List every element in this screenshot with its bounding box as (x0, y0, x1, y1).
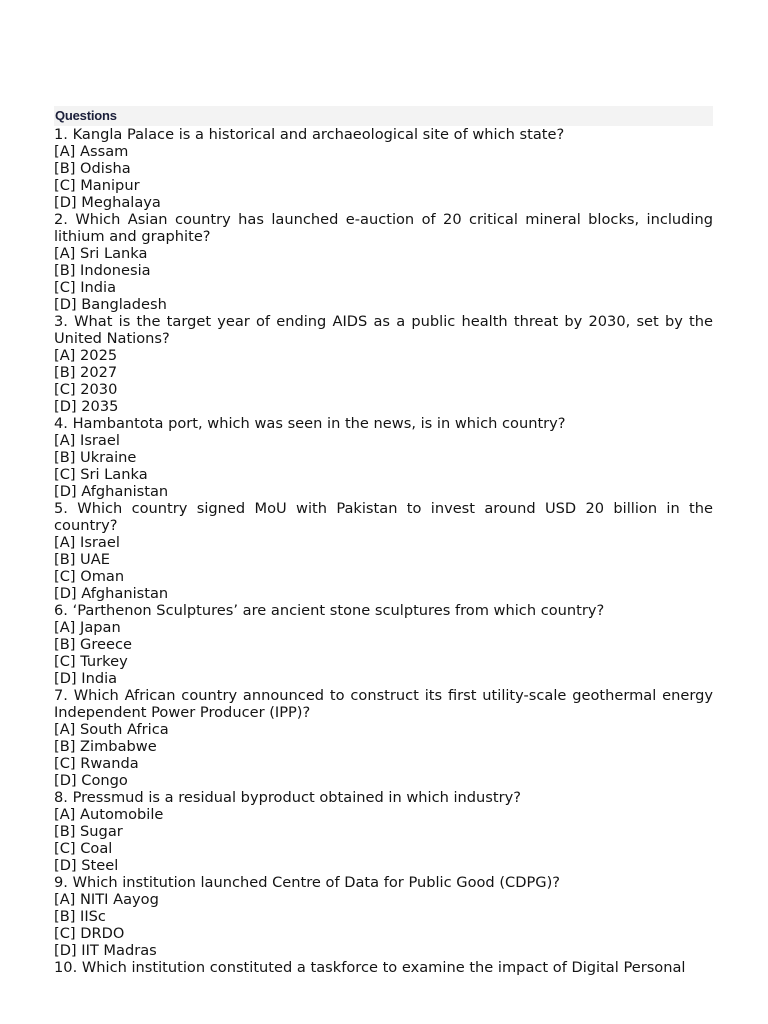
question-block (54, 874, 713, 959)
answer-option: [B] Zimbabwe (54, 738, 157, 755)
answer-option: [C] India (54, 279, 117, 296)
question-text: 8. Pressmud is a residual byproduct obtained in which industry? (54, 789, 522, 806)
answer-option: [A] Israel (54, 432, 120, 449)
answer-option: [D] Afghanistan (54, 585, 169, 602)
answer-option: [D] Afghanistan (54, 483, 169, 500)
question-text: 1. Kangla Palace is a historical and archaeological site of which state? (54, 126, 565, 143)
question-text: 7. Which African country announced to construct its first utility-scale geothermal energy Independent Power Producer (IPP)? (54, 687, 713, 721)
answer-option: [C] 2030 (54, 381, 118, 398)
answer-option: [B] UAE (54, 551, 110, 568)
answer-option: [B] IISc (54, 908, 106, 925)
question-text: 6. ‘Parthenon Sculptures’ are ancient stone sculptures from which country? (54, 602, 605, 619)
answer-option: [A] Automobile (54, 806, 164, 823)
answer-option: [C] Sri Lanka (54, 466, 148, 483)
question-block (54, 500, 713, 602)
question-list (54, 126, 713, 976)
answer-option: [B] Greece (54, 636, 132, 653)
answer-option: [C] Turkey (54, 653, 128, 670)
answer-option: [A] South Africa (54, 721, 169, 738)
answer-option: [A] Sri Lanka (54, 245, 148, 262)
answer-option: [C] Coal (54, 840, 113, 857)
question-text: 4. Hambantota port, which was seen in the news, is in which country? (54, 415, 566, 432)
answer-option: [D] Congo (54, 772, 128, 789)
answer-option: [C] Oman (54, 568, 125, 585)
answer-option: [B] Odisha (54, 160, 131, 177)
answer-option: [D] Meghalaya (54, 194, 161, 211)
answer-option: [A] NITI Aayog (54, 891, 159, 908)
question-text: 5. Which country signed MoU with Pakistan to invest around USD 20 billion in the country? (54, 500, 713, 534)
question-block (54, 415, 713, 500)
question-block (54, 211, 713, 313)
answer-option: [D] 2035 (54, 398, 119, 415)
answer-option: [C] DRDO (54, 925, 125, 942)
answer-option: [D] India (54, 670, 118, 687)
answer-option: [D] IIT Madras (54, 942, 157, 959)
question-block (54, 313, 713, 415)
answer-option: [B] Sugar (54, 823, 123, 840)
question-block (54, 959, 713, 976)
answer-option: [B] Ukraine (54, 449, 137, 466)
answer-option: [C] Rwanda (54, 755, 139, 772)
section-header: Questions (54, 106, 713, 126)
question-block (54, 789, 713, 874)
question-text: 10. Which institution constituted a taskforce to examine the impact of Digital Personal (54, 959, 686, 976)
document-page (54, 106, 713, 976)
answer-option: [C] Manipur (54, 177, 140, 194)
question-text: 2. Which Asian country has launched e-auction of 20 critical mineral blocks, including lithium and graphite? (54, 211, 713, 245)
question-text: 3. What is the target year of ending AIDS as a public health threat by 2030, set by the United Nations? (54, 313, 713, 347)
question-block (54, 126, 713, 211)
answer-option: [A] Assam (54, 143, 129, 160)
question-text: 9. Which institution launched Centre of Data for Public Good (CDPG)? (54, 874, 561, 891)
question-block (54, 687, 713, 789)
answer-option: [B] 2027 (54, 364, 118, 381)
answer-option: [A] 2025 (54, 347, 118, 364)
answer-option: [D] Steel (54, 857, 119, 874)
answer-option: [D] Bangladesh (54, 296, 167, 313)
question-block (54, 602, 713, 687)
answer-option: [A] Japan (54, 619, 121, 636)
answer-option: [B] Indonesia (54, 262, 151, 279)
answer-option: [A] Israel (54, 534, 120, 551)
